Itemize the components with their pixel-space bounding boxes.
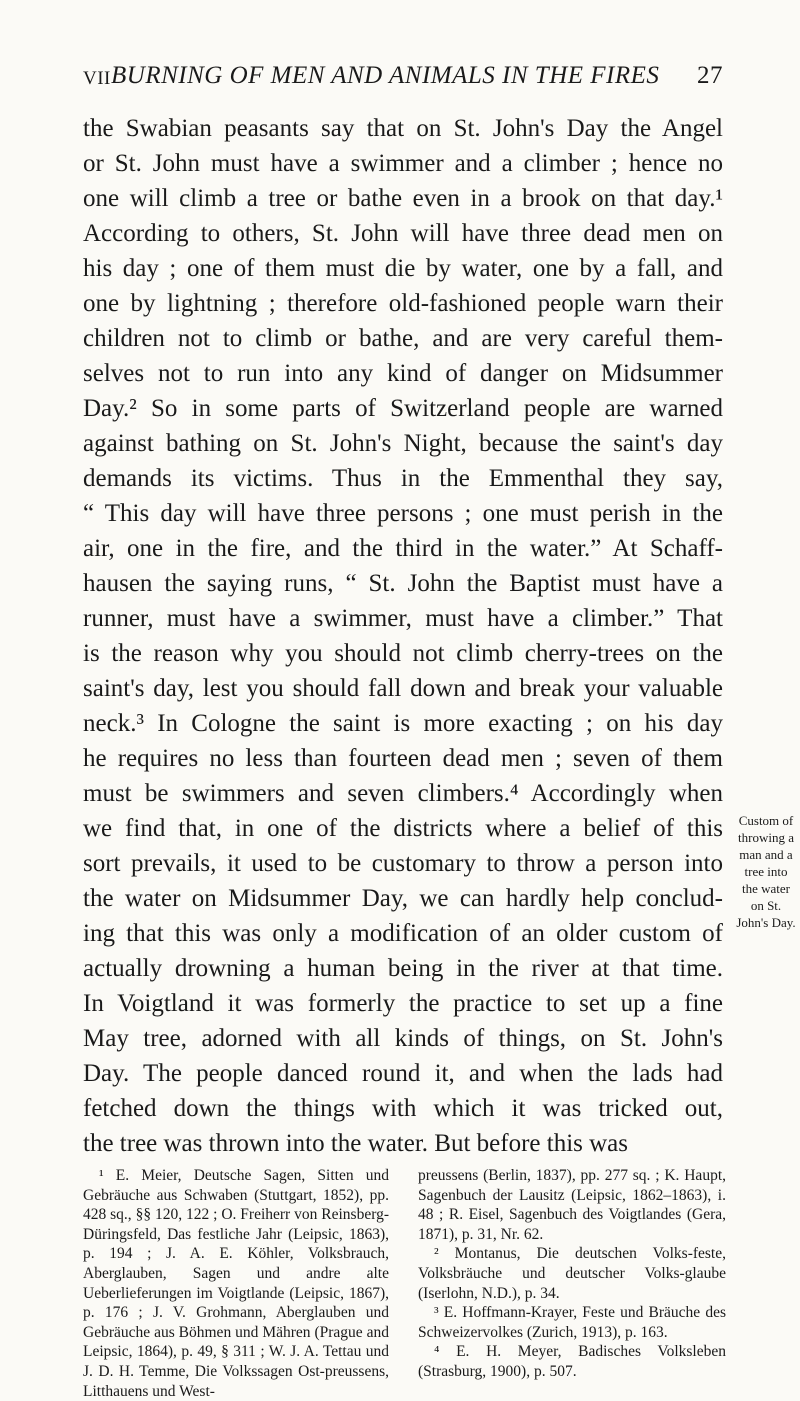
body-line: actually drowning a human being in the river at that time. bbox=[83, 955, 723, 982]
margin-note-line: Custom of bbox=[738, 813, 794, 828]
running-title: BURNING OF MEN AND ANIMALS IN THE FIRES bbox=[111, 62, 660, 89]
chapter-number: VII bbox=[83, 68, 111, 89]
margin-note-line: tree into bbox=[744, 864, 788, 879]
body-line: his day ; one of them must die by water, one by a fall, and bbox=[83, 255, 723, 282]
body-line: he requires no less than fourteen dead men ; seven of them bbox=[83, 745, 723, 772]
body-line: must be swimmers and seven climbers.⁴ Accordingly when bbox=[83, 780, 723, 807]
footnote-2: ² Montanus, Die deutschen Volks-feste, Volksbräuche und deutscher Volks-glaube (Iserlohn, N.D.), p. 34. bbox=[418, 1245, 726, 1302]
margin-note-line: John's Day. bbox=[736, 915, 796, 930]
body-line: air, one in the fire, and the third in the water.” At Schaff- bbox=[83, 535, 723, 562]
body-line: one will climb a tree or bathe even in a brook on that day.¹ bbox=[83, 185, 723, 212]
margin-note-line: the water bbox=[741, 881, 790, 896]
body-line: runner, must have a swimmer, must have a climber.” That bbox=[83, 605, 723, 632]
running-header bbox=[83, 62, 723, 102]
footnote-4: ⁴ E. H. Meyer, Badisches Volksleben (Strasburg, 1900), p. 507. bbox=[418, 1343, 726, 1380]
footnotes-right-column bbox=[418, 1166, 726, 1382]
body-line: hausen the saying runs, “ St. John the Baptist must have a bbox=[83, 570, 723, 597]
body-line: the tree was thrown into the water. But before this was bbox=[83, 1130, 628, 1157]
body-line: children not to climb or bathe, and are very careful them- bbox=[83, 325, 723, 352]
body-line: is the reason why you should not climb cherry-trees on the bbox=[83, 640, 723, 667]
footnote-1-continued: preussens (Berlin, 1837), pp. 277 sq. ; K. Haupt, Sagenbuch der Lausitz (Leipsic, 1862–1863), i. 48 ; R. Eisel, Sagenbuch des Voigtlandes (Gera, 1871), p. 31, Nr. 62. bbox=[418, 1167, 726, 1243]
body-line: we find that, in one of the districts where a belief of this bbox=[83, 815, 723, 842]
body-line: demands its victims. Thus in the Emmenthal they say, bbox=[83, 465, 723, 492]
body-line: or St. John must have a swimmer and a climber ; hence no bbox=[83, 150, 723, 177]
body-line: ing that this was only a modification of an older custom of bbox=[83, 920, 723, 947]
body-line: sort prevails, it used to be customary to throw a person into bbox=[83, 850, 723, 877]
body-line: selves not to run into any kind of danger on Midsummer bbox=[83, 360, 723, 387]
body-line: fetched down the things with which it was tricked out, bbox=[83, 1095, 723, 1122]
footnote-1: ¹ E. Meier, Deutsche Sagen, Sitten und Gebräuche aus Schwaben (Stuttgart, 1852), pp. 428 sq., §§ 120, 122 ; O. Freiherr von Reinsberg-Düringsfeld, Das festliche Jahr (Leipsic, 1863), p. 194 ; J. A. E. Köhler, Volksbrauch, Aberglauben, Sagen und andre alte Ueberlieferungen im Voigtlande (Leipsic, 1867), p. 176 ; J. V. Grohmann, Aberglauben und Gebräuche aus Böhmen und Mähren (Prague and Leipsic, 1864), p. 49, § 311 ; W. J. A. Tettau und J. D. H. Temme, Die Volkssagen Ost-preussens, Litthauens und West- bbox=[83, 1167, 389, 1400]
body-line: Day. The people danced round it, and when the lads had bbox=[83, 1060, 723, 1087]
body-line: the Swabian peasants say that on St. John's Day the Angel bbox=[83, 115, 723, 142]
body-line: Day.² So in some parts of Switzerland people are warned bbox=[83, 395, 723, 422]
body-line: May tree, adorned with all kinds of things, on St. John's bbox=[83, 1025, 723, 1052]
footnote-3: ³ E. Hoffmann-Krayer, Feste und Bräuche des Schweizervolkes (Zurich, 1913), p. 163. bbox=[418, 1304, 726, 1341]
margin-note-line: throwing a bbox=[738, 830, 794, 845]
margin-note-line: on St. bbox=[750, 898, 782, 913]
body-line: the water on Midsummer Day, we can hardly help conclud- bbox=[83, 885, 723, 912]
body-line: “ This day will have three persons ; one must perish in the bbox=[83, 500, 723, 527]
body-line: against bathing on St. John's Night, because the saint's day bbox=[83, 430, 723, 457]
body-line: According to others, St. John will have three dead men on bbox=[83, 220, 723, 247]
footnotes-left-column bbox=[83, 1166, 389, 1401]
body-line: In Voigtland it was formerly the practice to set up a fine bbox=[83, 990, 723, 1017]
body-line: one by lightning ; therefore old-fashioned people warn their bbox=[83, 290, 723, 317]
margin-note-line: man and a bbox=[739, 847, 793, 862]
body-line: saint's day, lest you should fall down and break your valuable bbox=[83, 675, 723, 702]
page-number: 27 bbox=[697, 62, 723, 89]
body-line: neck.³ In Cologne the saint is more exacting ; on his day bbox=[83, 710, 723, 737]
